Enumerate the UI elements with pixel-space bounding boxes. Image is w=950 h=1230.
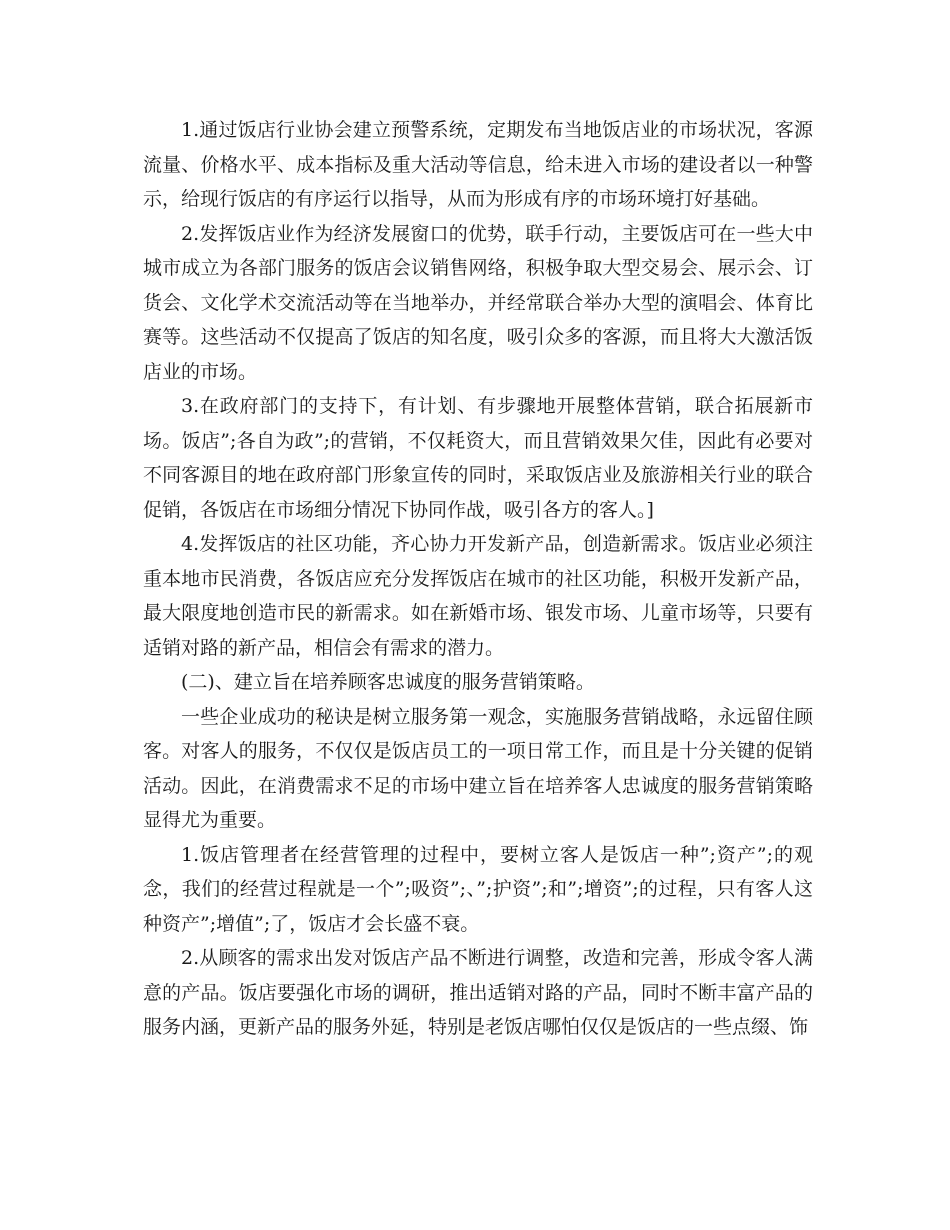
paragraph-7: 1.饭店管理者在经营管理的过程中，要树立客人是饭店一种”;资产”;的观念，我们的经营过程就是一个”;吸资”;、”;护资”;和”;增资”;的过程，只有客人这种资产”;增值”;了，饭店才会长盛不衰。 bbox=[143, 843, 813, 935]
paragraph-3: 3.在政府部门的支持下，有计划、有步骤地开展整体营销，联合拓展新市场。饭店”;各自为政”;的营销，不仅耗资大，而且营销效果欠佳，因此有必要对不同客源目的地在政府部门形象宣传的同时，采取饭店业及旅游相关行业的联合促销，各饭店在市场细分情况下协同作战，吸引各方的客人。] bbox=[143, 395, 813, 521]
section-heading: (二)、建立旨在培养顾客忠诚度的服务营销策略。 bbox=[181, 671, 595, 693]
paragraph-2: 2.发挥饭店业作为经济发展窗口的优势，联手行动，主要饭店可在一些大中城市成立为各部门服务的饭店会议销售网络，积极争取大型交易会、展示会、订货会、文化学术交流活动等在当地举办，并经常联合举办大型的演唱会、体育比赛等。这些活动不仅提高了饭店的知名度，吸引众多的客源，而且将大大激活饭店业的市场。 bbox=[143, 222, 813, 383]
document-body bbox=[143, 113, 813, 1045]
paragraph-4: 4.发挥饭店的社区功能，齐心协力开发新产品，创造新需求。饭店业必须注重本地市民消费，各饭店应充分发挥饭店在城市的社区功能，积极开发新产品，最大限度地创造市民的新需求。如在新婚市场、银发市场、儿童市场等，只要有适销对路的新产品，相信会有需求的潜力。 bbox=[143, 533, 813, 659]
paragraph-1: 1.通过饭店行业协会建立预警系统，定期发布当地饭店业的市场状况，客源流量、价格水平、成本指标及重大活动等信息，给未进入市场的建设者以一种警示，给现行饭店的有序运行以指导，从而为形成有序的市场环境打好基础。 bbox=[143, 119, 813, 210]
paragraph-8: 2.从顾客的需求出发对饭店产品不断进行调整，改造和完善，形成令客人满意的产品。饭店要强化市场的调研，推出适销对路的产品，同时不断丰富产品的服务内涵，更新产品的服务外延，特别是老饭店哪怕仅仅是饭店的一些点缀、饰 bbox=[143, 947, 813, 1038]
paragraph-6: 一些企业成功的秘诀是树立服务第一观念，实施服务营销战略，永远留住顾客。对客人的服务，不仅仅是饭店员工的一项日常工作，而且是十分关键的促销活动。因此，在消费需求不足的市场中建立旨在培养客人忠诚度的服务营销策略显得尤为重要。 bbox=[143, 705, 813, 831]
